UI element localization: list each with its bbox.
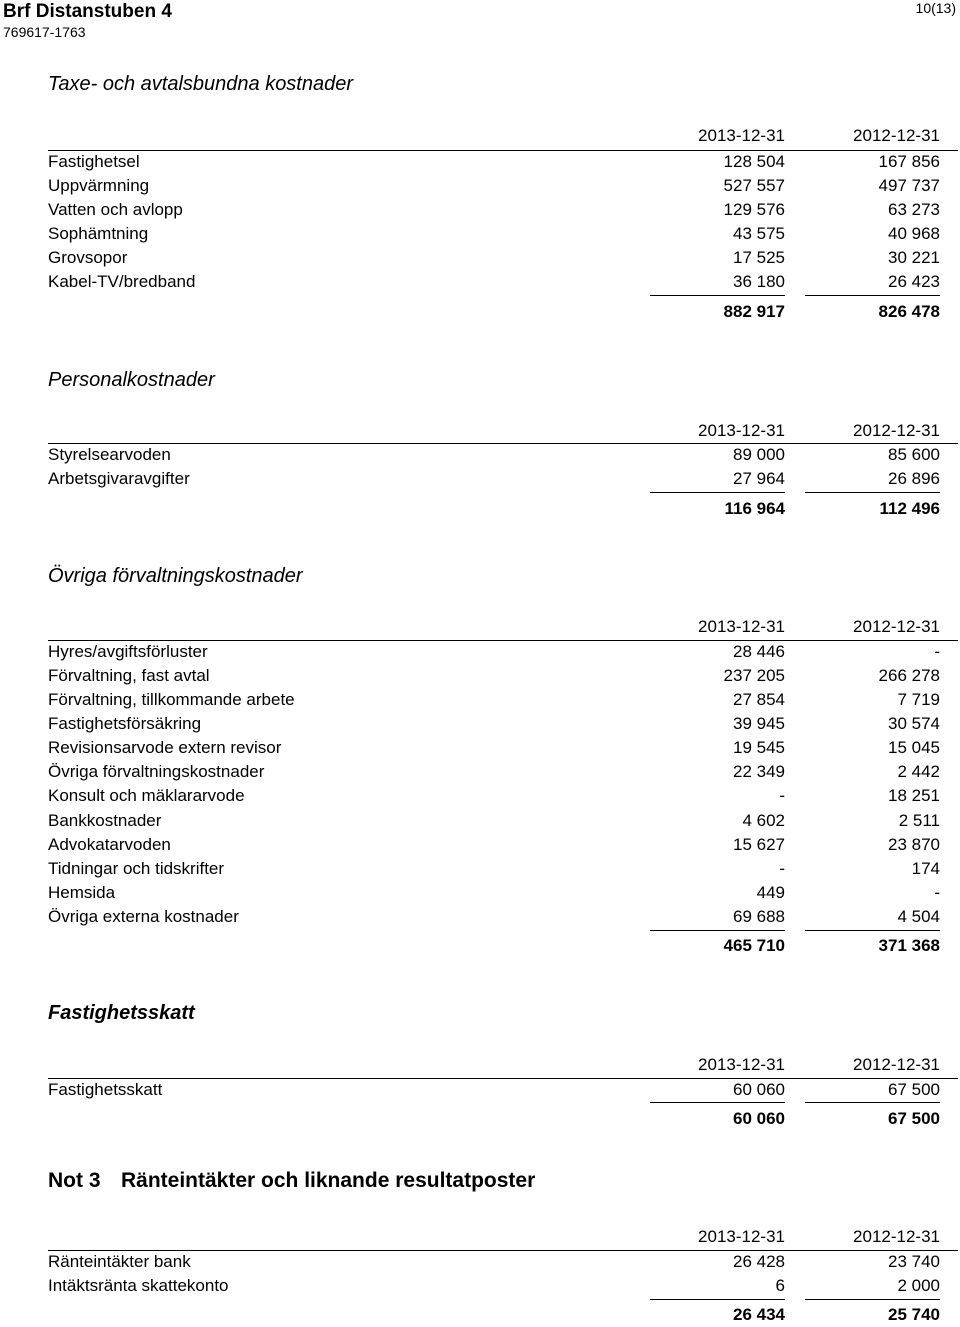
value-2012: 826 478 xyxy=(878,302,940,321)
note-heading xyxy=(48,1169,535,1193)
row-label: Konsult och mäklararvode xyxy=(48,786,245,805)
value-2013: 2013-12-31 xyxy=(698,421,785,440)
total-row xyxy=(48,934,940,958)
value-2012: 2012-12-31 xyxy=(853,617,940,636)
value-2013: 69 688 xyxy=(733,907,785,926)
row-label: Kabel-TV/bredband xyxy=(48,272,196,291)
table-row xyxy=(48,784,940,808)
value-2012: 4 504 xyxy=(897,907,940,926)
table-row xyxy=(48,198,940,222)
value-2012: 30 574 xyxy=(888,714,940,733)
value-2013: 43 575 xyxy=(733,224,785,243)
table-row xyxy=(48,664,940,688)
value-2013: 26 434 xyxy=(733,1305,785,1324)
table-row xyxy=(48,150,940,174)
note-number: Not 3 xyxy=(48,1169,101,1192)
row-label: Sophämtning xyxy=(48,224,149,243)
value-2012: 2012-12-31 xyxy=(853,421,940,440)
row-label: Intäktsränta skattekonto xyxy=(48,1276,229,1295)
row-label: Grovsopor xyxy=(48,248,128,267)
value-2012: 2012-12-31 xyxy=(853,1055,940,1074)
value-2012: 7 719 xyxy=(897,690,940,709)
value-2012: 25 740 xyxy=(888,1305,940,1324)
column-header-row xyxy=(48,419,940,443)
row-label: Revisionsarvode extern revisor xyxy=(48,738,282,757)
value-2013: 22 349 xyxy=(733,762,785,781)
table-row xyxy=(48,640,940,664)
value-2013: 6 xyxy=(775,1276,785,1295)
row-label: Arbetsgivaravgifter xyxy=(48,469,190,488)
table-row xyxy=(48,809,940,833)
section-title-taxe: Taxe- och avtalsbundna kostnader xyxy=(48,73,354,95)
value-2013: 449 xyxy=(756,883,785,902)
sum-rule xyxy=(650,492,785,493)
value-2013: 465 710 xyxy=(723,936,785,955)
sum-rule xyxy=(805,1102,940,1103)
row-label: Styrelsearvoden xyxy=(48,445,171,464)
value-2012: 2 442 xyxy=(897,762,940,781)
value-2012: 167 856 xyxy=(878,152,940,171)
value-2012: 15 045 xyxy=(888,738,940,757)
total-row xyxy=(48,300,940,324)
value-2013: 2013-12-31 xyxy=(698,1055,785,1074)
value-2013: 17 525 xyxy=(733,248,785,267)
value-2013: - xyxy=(779,786,785,805)
value-2013: 27 854 xyxy=(733,690,785,709)
association-name: Brf Distanstuben 4 xyxy=(3,1,172,22)
value-2012: 85 600 xyxy=(888,445,940,464)
sum-rule xyxy=(805,492,940,493)
value-2012: 371 368 xyxy=(878,936,940,955)
value-2012: 40 968 xyxy=(888,224,940,243)
row-label: Hyres/avgiftsförluster xyxy=(48,642,208,661)
value-2012: 67 500 xyxy=(888,1109,940,1128)
sum-rule xyxy=(650,295,785,296)
row-label: Tidningar och tidskrifter xyxy=(48,859,225,878)
value-2012: 112 496 xyxy=(879,499,940,518)
value-2013: 39 945 xyxy=(733,714,785,733)
value-2012: - xyxy=(934,642,940,661)
row-label: Förvaltning, tillkommande arbete xyxy=(48,690,295,709)
row-label: Förvaltning, fast avtal xyxy=(48,666,210,685)
value-2012: 23 870 xyxy=(888,835,940,854)
sum-rule xyxy=(805,1299,940,1300)
sum-rule xyxy=(650,1102,785,1103)
row-label: Fastighetsel xyxy=(48,152,140,171)
total-row xyxy=(48,1107,940,1131)
value-2013: 19 545 xyxy=(733,738,785,757)
value-2012: 67 500 xyxy=(888,1080,940,1099)
table-row xyxy=(48,833,940,857)
table-row xyxy=(48,1250,940,1274)
page-number: 10(13) xyxy=(915,0,956,16)
row-label: Ränteintäkter bank xyxy=(48,1252,191,1271)
row-label: Fastighetsförsäkring xyxy=(48,714,202,733)
value-2013: 116 964 xyxy=(724,499,785,518)
table-row xyxy=(48,1274,940,1298)
table-row xyxy=(48,905,940,929)
table-row xyxy=(48,881,940,905)
value-2013: 36 180 xyxy=(733,272,785,291)
value-2013: - xyxy=(779,859,785,878)
section-title-ovriga: Övriga förvaltningskostnader xyxy=(48,565,303,587)
value-2013: 27 964 xyxy=(733,469,785,488)
table-row xyxy=(48,712,940,736)
value-2012: 2012-12-31 xyxy=(853,1227,940,1246)
row-label: Fastighetsskatt xyxy=(48,1080,163,1099)
section-title-personal: Personalkostnader xyxy=(48,369,215,391)
table-row xyxy=(48,443,940,467)
row-label: Hemsida xyxy=(48,883,116,902)
column-header-row xyxy=(48,615,940,639)
row-label: Övriga förvaltningskostnader xyxy=(48,762,265,781)
value-2012: 26 423 xyxy=(888,272,940,291)
total-row xyxy=(48,1303,940,1327)
sum-rule xyxy=(805,295,940,296)
org-number: 769617-1763 xyxy=(3,24,86,40)
value-2013: 237 205 xyxy=(723,666,785,685)
value-2012: 30 221 xyxy=(888,248,940,267)
total-row xyxy=(48,497,940,521)
value-2013: 26 428 xyxy=(733,1252,785,1271)
value-2013: 89 000 xyxy=(733,445,785,464)
value-2013: 4 602 xyxy=(742,811,785,830)
value-2012: 26 896 xyxy=(888,469,940,488)
value-2013: 60 060 xyxy=(733,1109,785,1128)
column-header-row xyxy=(48,1053,940,1077)
row-label: Advokatarvoden xyxy=(48,835,171,854)
sum-rule xyxy=(650,930,785,931)
value-2012: 2 000 xyxy=(897,1276,940,1295)
value-2013: 28 446 xyxy=(733,642,785,661)
table-row xyxy=(48,1078,940,1102)
note-title: Ränteintäkter och liknande resultatposter xyxy=(121,1169,536,1192)
row-label: Vatten och avlopp xyxy=(48,200,183,219)
sum-rule xyxy=(650,1299,785,1300)
value-2012: 497 737 xyxy=(878,176,940,195)
value-2012: 2 511 xyxy=(898,811,940,830)
row-label: Övriga externa kostnader xyxy=(48,907,239,926)
row-label: Bankkostnader xyxy=(48,811,162,830)
value-2013: 882 917 xyxy=(723,302,785,321)
table-row xyxy=(48,270,940,294)
value-2012: 63 273 xyxy=(888,200,940,219)
value-2012: 174 xyxy=(911,859,940,878)
column-header-row xyxy=(48,1225,940,1249)
table-row xyxy=(48,857,940,881)
section-title-fastighetsskatt: Fastighetsskatt xyxy=(48,1002,195,1024)
value-2012: - xyxy=(934,883,940,902)
value-2013: 2013-12-31 xyxy=(698,617,785,636)
table-row xyxy=(48,688,940,712)
table-row xyxy=(48,467,940,491)
value-2013: 129 576 xyxy=(723,200,785,219)
table-row xyxy=(48,760,940,784)
table-row xyxy=(48,222,940,246)
column-header-row xyxy=(48,124,940,148)
value-2013: 60 060 xyxy=(733,1080,785,1099)
table-row xyxy=(48,174,940,198)
sum-rule xyxy=(805,930,940,931)
table-row xyxy=(48,246,940,270)
col-header-2013: 2013-12-31 xyxy=(698,126,785,145)
value-2012: 18 251 xyxy=(888,786,940,805)
table-row xyxy=(48,736,940,760)
row-label: Uppvärmning xyxy=(48,176,150,195)
value-2013: 527 557 xyxy=(723,176,785,195)
value-2012: 266 278 xyxy=(878,666,940,685)
value-2012: 23 740 xyxy=(888,1252,940,1271)
value-2013: 2013-12-31 xyxy=(698,1227,785,1246)
value-2013: 128 504 xyxy=(723,152,785,171)
value-2013: 15 627 xyxy=(733,835,785,854)
col-header-2012: 2012-12-31 xyxy=(853,126,940,145)
